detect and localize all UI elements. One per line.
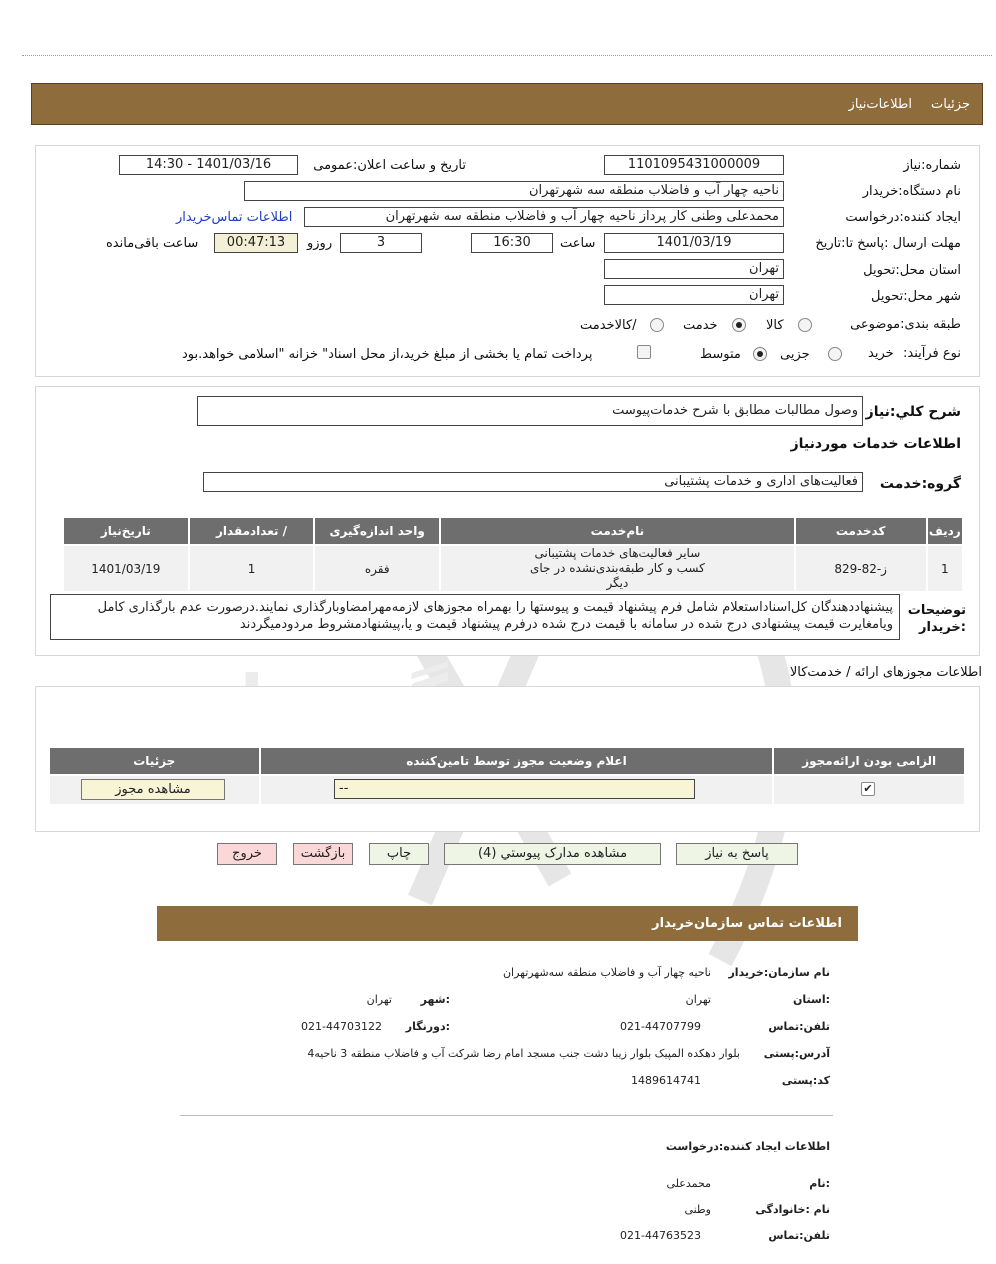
org-value: ناحیه چهار آب و فاضلاب منطقه سه‌شهرتهران xyxy=(502,966,711,979)
col-name: نام‌خدمت xyxy=(440,517,795,545)
process-medium-radio[interactable] xyxy=(753,347,767,361)
back-button[interactable]: بازگشت xyxy=(293,843,353,865)
category-both-radio[interactable] xyxy=(650,318,664,332)
name-value: محمدعلی xyxy=(666,1177,711,1190)
category-goods-radio[interactable] xyxy=(798,318,812,332)
cell-name: سایر فعالیت‌های خدمات پشتیبانی کسب و کار طبقه‌بندی‌نشده در جای دیگر xyxy=(440,545,795,592)
treasury-payment-label: پرداخت تمام یا بخشی از مبلغ خرید،از محل اسناد" خزانه "اسلامی خواهد.بود xyxy=(182,347,593,362)
creator-phone-value: 021-44763523 xyxy=(620,1229,701,1242)
org-label: نام سازمان:خریدار xyxy=(728,966,830,979)
buyer-notes-field: پیشنهاددهندگان کل‌اسناداستعلام شامل فرم پیشنهاد قیمت و پیوستها را بهمراه مجوزهای لازمه‌مهرامضاوبارگذاری نمایند.درصورت عدم بارگذاری کامل ویامغایرت قیمت پیشنهادی درج شده در سامانه با قیمت درج شده درفرم پیشنهاد قیمت و یا،پیشنهادمشروط مردودمیگردند xyxy=(50,594,900,640)
table-row xyxy=(63,545,963,592)
tab-need-info[interactable]: اطلاعات‌نیاز xyxy=(848,97,912,112)
permits-title: اطلاعات مجوزهای ارائه / خدمت‌کالا xyxy=(789,665,982,680)
col-required: الزامی بودن ارائه‌مجوز xyxy=(773,747,965,775)
contact-divider xyxy=(180,1115,833,1116)
exit-button[interactable]: خروج xyxy=(217,843,277,865)
fax-label: :دورنگار xyxy=(405,1020,450,1033)
col-details: جزئیات xyxy=(49,747,260,775)
deadline-label: مهلت ارسال :پاسخ تا:تاریخ xyxy=(815,236,961,251)
process-buy-label: خرید xyxy=(868,346,894,361)
province-contact-value: تهران xyxy=(685,993,711,1006)
days-field: 3 xyxy=(340,233,422,253)
permit-status-field: -- xyxy=(334,779,695,799)
family-label: نام :خانوادگی xyxy=(755,1203,830,1216)
process-minor-radio[interactable] xyxy=(828,347,842,361)
need-info-panel xyxy=(35,145,980,377)
col-date: تاریخ‌نیاز xyxy=(63,517,189,545)
cell-date: 1401/03/19 xyxy=(63,545,189,592)
phone-value: 021-44707799 xyxy=(620,1020,701,1033)
creator-field: محمدعلی وطنی کار پرداز ناحیه چهار آب و فاضلاب منطقه سه شهرتهران xyxy=(304,207,784,227)
cell-qty: 1 xyxy=(189,545,315,592)
treasury-payment-checkbox[interactable] xyxy=(637,345,651,359)
summary-label: شرح کلي:نياز xyxy=(865,404,961,420)
cell-unit: فقره xyxy=(314,545,440,592)
city-contact-label: :شهر xyxy=(420,993,450,1006)
print-button[interactable]: چاپ xyxy=(369,843,429,865)
family-value: وطنی xyxy=(684,1203,711,1216)
cell-code: ز-82-829 xyxy=(795,545,927,592)
services-table xyxy=(62,516,964,593)
phone-label: تلفن:تماس xyxy=(768,1020,830,1033)
province-field: تهران xyxy=(604,259,784,279)
remaining-label: ساعت باقی‌مانده xyxy=(106,236,199,251)
name-label: :نام xyxy=(809,1177,830,1190)
announce-field: 1401/03/16 - 14:30 xyxy=(119,155,298,175)
col-unit: واحد اندازه‌گیری xyxy=(314,517,440,545)
permit-required-checkbox[interactable]: ✔ xyxy=(861,782,875,796)
category-goods-label: کالا xyxy=(766,318,784,333)
buyer-notes-label: توضیحات :خریدار xyxy=(907,603,966,635)
cell-row: 1 xyxy=(927,545,963,592)
category-label: طبقه بندی:موضوعی xyxy=(850,317,961,332)
col-status: اعلام وضعیت مجوز توسط تامین‌کننده xyxy=(260,747,774,775)
province-contact-label: :استان xyxy=(793,993,830,1006)
city-contact-value: تهران xyxy=(366,993,392,1006)
buyer-field: ناحیه چهار آب و فاضلاب منطقه سه شهرتهران xyxy=(244,181,784,201)
services-title: اطلاعات خدمات موردنیاز xyxy=(790,436,961,452)
creator-phone-label: تلفن:تماس xyxy=(768,1229,830,1242)
deadline-date-field: 1401/03/19 xyxy=(604,233,784,253)
city-label: شهر محل:تحویل xyxy=(871,289,961,304)
summary-field: وصول مطالبات مطابق با شرح خدمات‌پیوست xyxy=(197,396,863,426)
city-field: تهران xyxy=(604,285,784,305)
postal-value: 1489614741 xyxy=(631,1074,701,1087)
tab-details[interactable]: جزئیات xyxy=(931,97,970,112)
reply-button[interactable]: پاسخ به نیاز xyxy=(676,843,798,865)
need-number-label: شماره:نیاز xyxy=(903,158,961,173)
col-code: کدخدمت xyxy=(795,517,927,545)
address-label: آدرس:پستی xyxy=(763,1047,830,1060)
services-table-header xyxy=(63,517,963,545)
col-row: ردیف xyxy=(927,517,963,545)
address-value: بلوار دهکده المپیک بلوار زیبا دشت جنب مسجد امام رضا شرکت آب و فاضلاب منطقه 3 ناحیه4 xyxy=(307,1047,740,1060)
header-bar xyxy=(31,83,983,125)
permits-table-header xyxy=(49,747,965,775)
time-label: ساعت xyxy=(560,236,596,251)
days-label: روزو xyxy=(307,236,333,251)
creator-info-title: اطلاعات ایجاد کننده:درخواست xyxy=(665,1140,830,1153)
view-permit-button[interactable]: مشاهده مجوز xyxy=(81,779,225,800)
process-minor-label: جزیی xyxy=(780,347,810,362)
group-field: فعالیت‌های اداری و خدمات پشتیبانی xyxy=(203,472,863,492)
attachments-button[interactable]: مشاهده مدارک پیوستي (4) xyxy=(444,843,661,865)
buyer-contact-link[interactable]: اطلاعات تماس‌خریدار xyxy=(176,210,293,225)
top-divider xyxy=(22,55,992,56)
category-both-label: /کالاخدمت xyxy=(580,318,637,333)
province-label: استان محل:تحویل xyxy=(863,263,961,278)
group-label: گروه:خدمت xyxy=(879,476,961,492)
postal-label: کد:پستی xyxy=(781,1074,830,1087)
category-service-radio[interactable] xyxy=(732,318,746,332)
contact-title: اطلاعات تماس سازمان‌خریدار xyxy=(652,916,842,931)
col-qty: / تعدادمقدار xyxy=(189,517,315,545)
deadline-time-field: 16:30 xyxy=(471,233,553,253)
category-service-label: خدمت xyxy=(683,318,718,333)
contact-bar xyxy=(157,906,858,941)
buyer-label: نام دستگاه:خریدار xyxy=(862,184,961,199)
need-number-field: 1101095431000009 xyxy=(604,155,784,175)
creator-label: ایجاد کننده:درخواست xyxy=(845,210,961,225)
remaining-time-field: 00:47:13 xyxy=(214,233,298,253)
announce-label: تاریخ و ساعت اعلان:عمومی xyxy=(313,158,466,173)
process-label: نوع فرآیند: xyxy=(903,346,961,361)
fax-value: 021-44703122 xyxy=(301,1020,382,1033)
process-medium-label: متوسط xyxy=(700,347,741,362)
